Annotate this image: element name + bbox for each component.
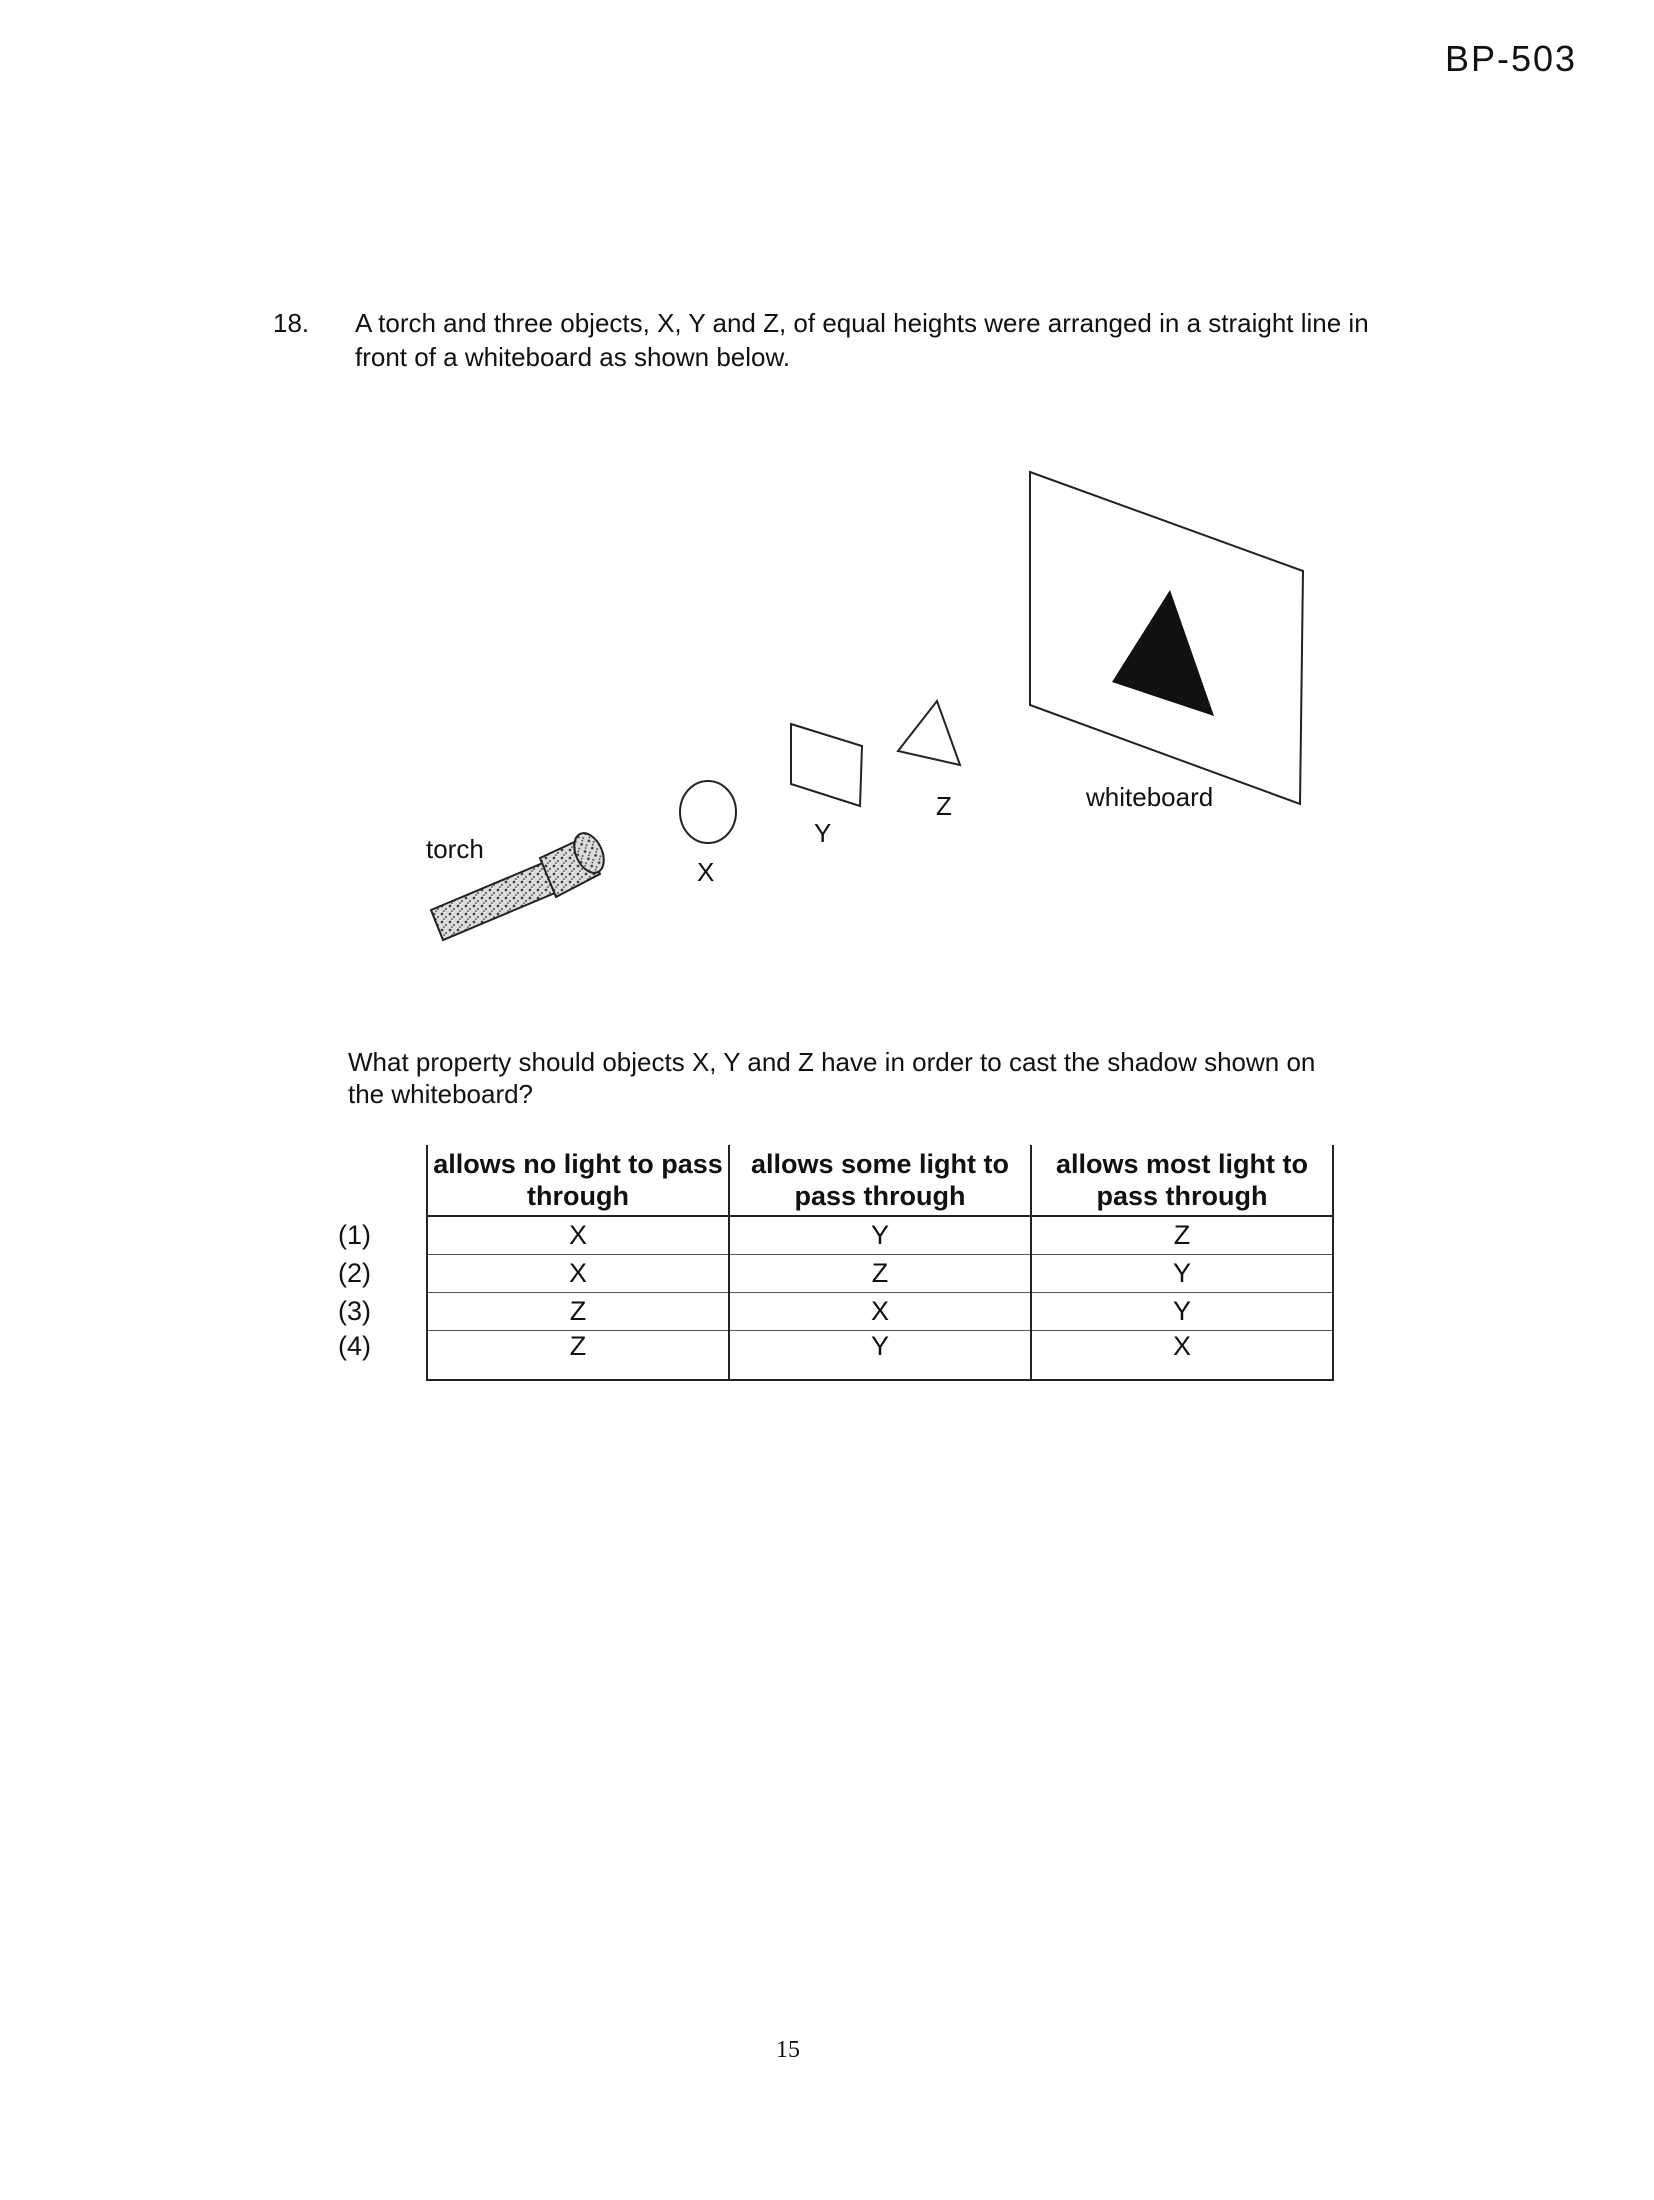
option-number: (2) (338, 1258, 371, 1288)
table-cell: Y (729, 1216, 1031, 1255)
table-row (333, 1293, 1333, 1331)
column-header: allows most light to pass through (1031, 1145, 1333, 1216)
object-x-label: X (697, 857, 715, 887)
table-cell: X (1031, 1331, 1333, 1381)
question-number: 18. (273, 308, 310, 338)
answer-options-table (333, 1145, 1334, 1381)
option-column-header (333, 1145, 427, 1216)
table-cell: Y (729, 1331, 1031, 1381)
table-cell: Z (427, 1293, 729, 1331)
whiteboard-label: whiteboard (1086, 782, 1214, 812)
table-header-row (333, 1145, 1333, 1216)
table-row (333, 1331, 1333, 1381)
option-number: (3) (338, 1296, 371, 1326)
table-row (333, 1255, 1333, 1293)
table-cell: X (427, 1255, 729, 1293)
table-cell: Z (1031, 1216, 1333, 1255)
page-number: 15 (776, 2037, 800, 2063)
triangle-shape (898, 701, 960, 765)
table-cell: Z (427, 1331, 729, 1381)
object-z-label: Z (936, 791, 952, 821)
object-y-label: Y (814, 818, 832, 848)
torch-label: torch (426, 834, 484, 864)
table-cell: Y (1031, 1255, 1333, 1293)
paper-code: BP-503 (1445, 38, 1578, 79)
question-text: A torch and three objects, X, Y and Z, of equal heights were arranged in a straight line in front of a whiteboard as shown below. (355, 308, 1369, 372)
option-number: (4) (338, 1330, 371, 1361)
table-cell: X (427, 1216, 729, 1255)
column-header: allows no light to pass through (427, 1145, 729, 1216)
table-cell: X (729, 1293, 1031, 1331)
table-cell: Z (729, 1255, 1031, 1293)
column-header: allows some light to pass through (729, 1145, 1031, 1216)
square-shape (791, 724, 862, 806)
table-row (333, 1216, 1333, 1255)
table-cell: Y (1031, 1293, 1333, 1331)
circle-shape (680, 781, 736, 843)
option-number: (1) (338, 1219, 371, 1250)
question-prompt: What property should objects X, Y and Z have in order to cast the shadow shown on the whiteboard? (348, 1047, 1316, 1109)
